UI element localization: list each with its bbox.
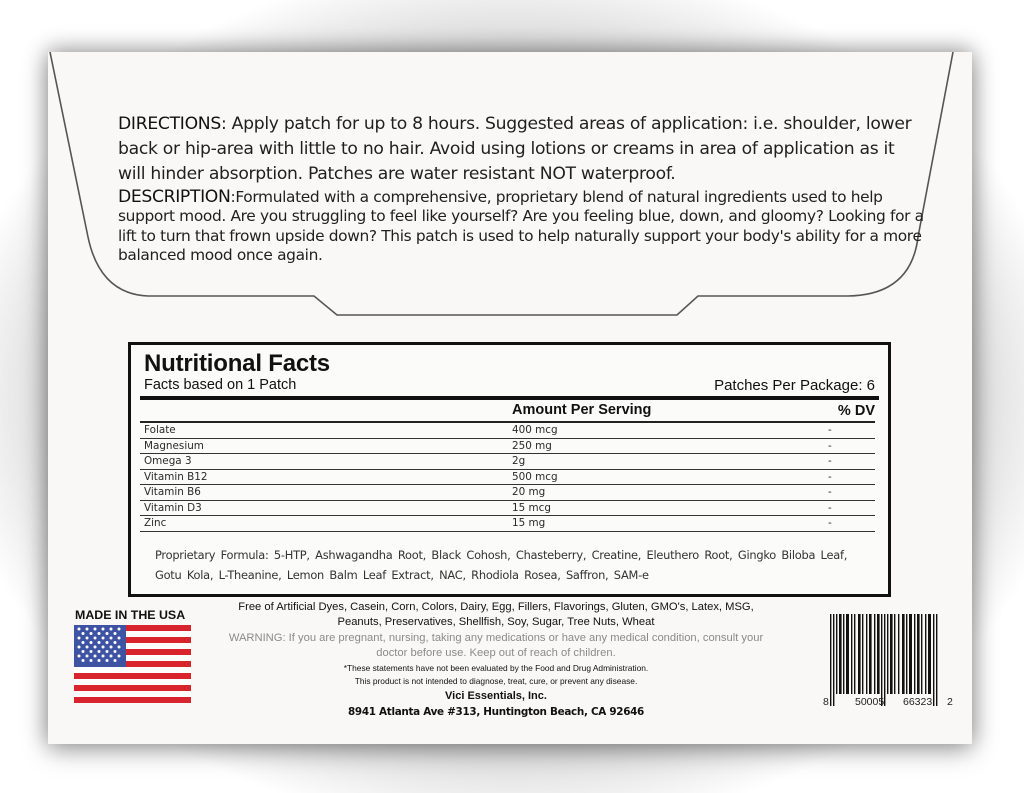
table-row [140,485,875,501]
made-in-usa-label: MADE IN THE USA [75,608,186,622]
nutrient-dv: - [828,424,832,436]
nutrition-table [140,421,875,532]
nutrient-name: Folate [144,424,176,436]
nutrition-title: Nutritional Facts [144,350,330,377]
nutrient-dv: - [828,517,832,529]
barcode-group-right: 66323 [903,696,933,708]
warning-statement: WARNING: If you are pregnant, nursing, taking any medications or have any medical condition, consult your doctor before use. Keep out of reach of children. [228,632,764,659]
nutrition-facts-panel [128,342,891,597]
table-row [140,470,875,486]
nutrient-amount: 400 mcg [512,424,558,436]
barcode-group-left: 50005 [855,696,885,708]
nutrient-name: Vitamin B6 [144,486,201,498]
table-row [140,454,875,470]
free-of-statement: Free of Artificial Dyes, Casein, Corn, Colors, Dairy, Egg, Fillers, Flavorings, Gluten, GMO's, Latex, MSG, Peanuts, Preservatives, Shellfish, Soy, Sugar, Tree Nuts, Wheat [238,601,754,628]
table-row [140,439,875,455]
table-row [140,516,875,532]
description-label: DESCRIPTION [118,187,231,207]
patches-per-package: Patches Per Package: 6 [714,377,875,394]
directions-text: : Apply patch for up to 8 hours. Suggested areas of application: i.e. shoulder, lower back or hip-area with little to no hair. Avoid using lotions or creams in area of application as it will hinder absorption. Patches are water resistant NOT waterproof. [118,114,912,184]
nutrient-amount: 250 mg [512,439,552,452]
nutrient-amount: 500 mcg [512,470,558,483]
table-row [140,501,875,517]
nutrition-subtitle: Facts based on 1 Patch [144,377,297,393]
nutrient-amount: 15 mg [512,517,546,529]
directions-label: DIRECTIONS [118,114,221,134]
proprietary-formula: Proprietary Formula: 5-HTP, Ashwagandha Root, Black Cohosh, Chasteberry, Creatine, Eleuthero Root, Gingko Biloba Leaf, Gotu Kola, L-Theanine, Lemon Balm Leaf Extract, NAC, Rhodiola Rosea, Saffron, SAM-e [155,548,848,582]
nutrient-name: Magnesium [144,439,204,452]
barcode-digit-last: 2 [947,696,953,708]
fda-disclaimer-line-2: This product is not intended to diagnose, treat, cure, or prevent any disease. [354,675,638,686]
us-flag-icon [74,625,191,703]
legal-text-block [226,600,766,720]
product-label-card [48,52,972,744]
header-percent-dv: % DV [837,403,875,419]
nutrient-dv: - [828,486,832,498]
table-row [140,423,875,439]
barcode-digit-first: 8 [823,696,829,708]
nutrient-dv: - [828,439,832,452]
nutrient-name: Zinc [144,517,167,529]
fda-disclaimer-line-1: *These statements have not been evaluated by the Food and Drug Administration. [343,663,649,673]
company-address: 8941 Atlanta Ave #313, Huntington Beach, CA 92646 [348,706,644,719]
directions-paragraph [118,112,918,187]
nutrient-name: Vitamin D3 [144,501,202,514]
nutrient-dv: - [828,455,832,467]
nutrient-amount: 20 mg [512,486,546,498]
nutrient-amount: 15 mcg [512,501,551,514]
company-name: Vici Essentials, Inc. [445,690,547,703]
nutrient-amount: 2g [512,455,526,467]
nutrient-name: Omega 3 [144,455,192,467]
header-amount-per-serving: Amount Per Serving [512,402,652,418]
description-text: :Formulated with a comprehensive, proprietary blend of natural ingredients used to help support mood. Are you struggling to feel like yourself? Are you feeling blue, down, and gloomy? Looking for a lift to turn that frown upside down? This patch is used to help naturally support your body's ability for a more balanced mood once again. [118,188,924,265]
nutrient-dv: - [828,501,832,514]
nutrient-dv: - [828,470,832,483]
nutrient-name: Vitamin B12 [144,470,208,483]
description-paragraph [118,188,928,266]
nutrition-divider [140,396,879,400]
